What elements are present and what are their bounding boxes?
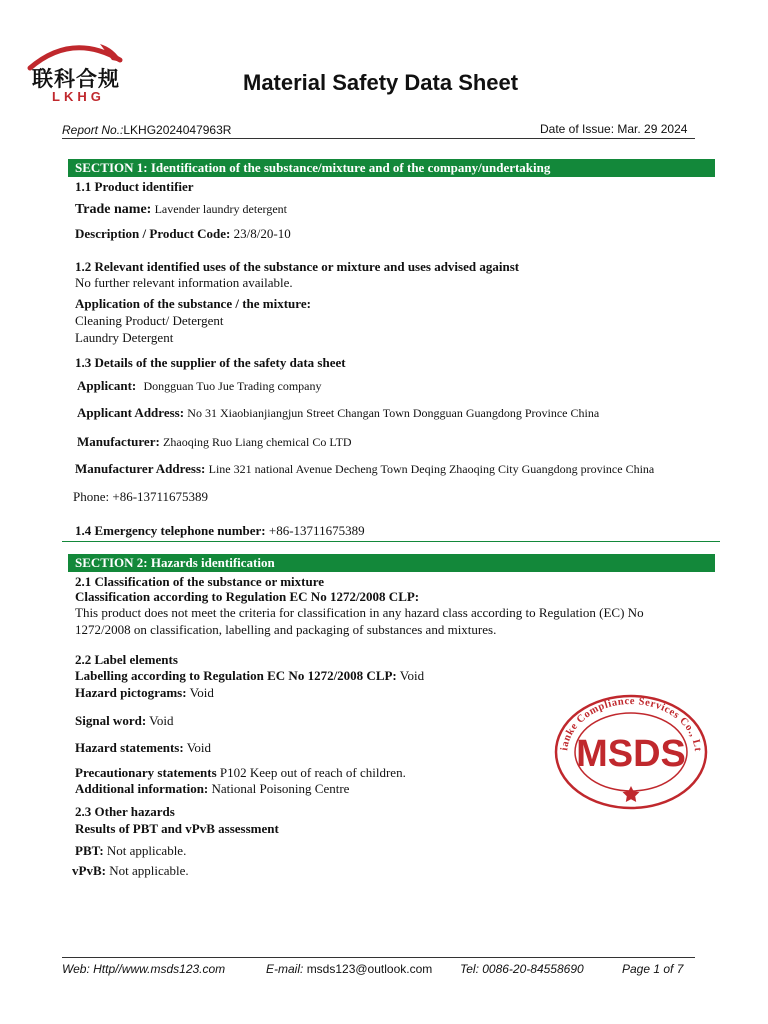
pbt-value: Not applicable. [106, 843, 187, 858]
supplier-details-heading: 1.3 Details of the supplier of the safety data sheet [75, 355, 346, 370]
signal-word-label: Signal word: [75, 713, 147, 728]
vpvb-value: Not applicable. [109, 863, 189, 878]
other-hazards-heading [75, 804, 175, 820]
footer-web-label: Web: [62, 962, 90, 976]
application-heading: Application of the substance / the mixture: [75, 296, 311, 311]
hazard-statements-row [75, 740, 211, 756]
report-number-label: Report No.: [62, 123, 124, 137]
page-title: Material Safety Data Sheet [243, 70, 519, 95]
manufacturer-address-label: Manufacturer Address: [75, 461, 206, 476]
trade-name-label: Trade name: [75, 202, 152, 217]
emergency-phone-value: +86-13711675389 [268, 523, 365, 538]
section-2-divider [62, 541, 720, 542]
section-1-bar: SECTION 1: Identification of the substance/mixture and of the company/undertaking [68, 159, 715, 177]
phone-text: Phone: +86-13711675389 [73, 489, 209, 504]
additional-information-label: Additional information: [75, 781, 209, 796]
pbt-label: PBT: [75, 843, 104, 858]
footer-divider [62, 957, 695, 958]
emergency-phone-label: 1.4 Emergency telephone number: [75, 523, 266, 538]
classification-text-line-1: This product does not meet the criteria for classification in any hazard class according to Regulation (EC) No [75, 605, 644, 620]
manufacturer-address-value: Line 321 national Avenue Decheng Town Deqing Zhaoqing City Guangdong province China [208, 462, 655, 476]
hazard-pictograms-label: Hazard pictograms: [75, 685, 187, 700]
msds-stamp [553, 690, 709, 810]
classification-regulation-heading: Classification according to Regulation EC No 1272/2008 CLP: [75, 589, 420, 604]
description-value: 23/8/20-10 [233, 226, 291, 241]
classification-text-line-2: 1272/2008 on classification, labelling and packaging of substances and mixtures. [75, 622, 497, 637]
hazard-pictograms-value: Void [189, 685, 214, 700]
pbt-assessment-heading: Results of PBT and vPvB assessment [75, 821, 279, 836]
report-number-value: LKHG2024047963R [123, 123, 232, 137]
manufacturer-row [77, 434, 352, 450]
footer-web [62, 962, 225, 976]
precautionary-statements-value: P102 Keep out of reach of children. [219, 765, 406, 780]
company-logo [22, 38, 132, 108]
signal-word-row [75, 713, 174, 729]
section-2-bar: SECTION 2: Hazards identification [68, 554, 715, 572]
product-identifier-heading: 1.1 Product identifier [75, 179, 194, 194]
other-hazards-number: 2.3 [75, 804, 92, 819]
issue-date: Date of Issue: Mar. 29 2024 [540, 122, 688, 136]
description-row [75, 226, 291, 242]
msds-stamp-seal-icon [553, 690, 709, 810]
footer-tel: Tel: 0086-20-84558690 [460, 962, 584, 976]
emergency-phone-row [75, 523, 365, 539]
header-divider [62, 138, 695, 139]
labelling-row [75, 668, 424, 684]
application-line-1: Cleaning Product/ Detergent [75, 313, 224, 328]
hazard-statements-value: Void [186, 740, 212, 755]
signal-word-value: Void [149, 713, 174, 728]
applicant-address-value: No 31 Xiaobianjiangjun Street Changan Town Dongguan Guangdong Province China [187, 406, 600, 420]
hazard-statements-label: Hazard statements: [75, 740, 184, 755]
applicant-address-row [77, 405, 599, 421]
report-number [62, 123, 231, 137]
labelling-label: Labelling according to Regulation EC No 1272/2008 CLP: [75, 668, 397, 683]
classification-heading: 2.1 Classification of the substance or mixture [75, 574, 325, 589]
other-hazards-title: Other hazards [94, 804, 175, 819]
footer-email-label: E-mail: [266, 962, 304, 976]
trade-name-row [75, 201, 287, 218]
description-label: Description / Product Code: [75, 226, 231, 241]
additional-information-row [75, 781, 349, 797]
logo-english-text: LKHG [52, 89, 105, 104]
footer-web-link[interactable]: Http//www.msds123.com [93, 962, 226, 976]
footer-page-number: Page 1 of 7 [622, 962, 684, 976]
manufacturer-value: Zhaoqing Ruo Liang chemical Co LTD [163, 435, 352, 449]
labelling-value: Void [399, 668, 425, 683]
precautionary-statements-label: Precautionary statements [75, 765, 217, 780]
label-elements-heading: 2.2 Label elements [75, 652, 178, 667]
trade-name-value: Lavender laundry detergent [154, 202, 287, 216]
manufacturer-address-row [75, 461, 654, 477]
hazard-pictograms-row [75, 685, 214, 701]
vpvb-row [72, 863, 189, 879]
svg-text:Lianke Compliance Services Co.: ianke Compliance Services Co., Lt [559, 695, 703, 753]
applicant-row [77, 378, 322, 394]
precautionary-statements-row [75, 765, 406, 781]
identified-uses-heading: 1.2 Relevant identified uses of the substance or mixture and uses advised against [75, 259, 520, 274]
footer-email [266, 962, 432, 976]
applicant-value: Dongguan Tuo Jue Trading company [143, 379, 322, 393]
identified-uses-text: No further relevant information available. [75, 275, 293, 290]
application-line-2: Laundry Detergent [75, 330, 174, 345]
applicant-address-label: Applicant Address: [77, 405, 185, 420]
footer-email-link[interactable]: msds123@outlook.com [306, 962, 433, 976]
additional-information-value: National Poisoning Centre [211, 781, 350, 796]
applicant-label: Applicant: [77, 378, 137, 393]
manufacturer-label: Manufacturer: [77, 434, 160, 449]
vpvb-label: vPvB: [72, 863, 106, 878]
logo-chinese-text: 联科合规 [32, 67, 120, 91]
pbt-row [75, 843, 186, 859]
svg-text:MSDS: MSDS [576, 733, 686, 775]
